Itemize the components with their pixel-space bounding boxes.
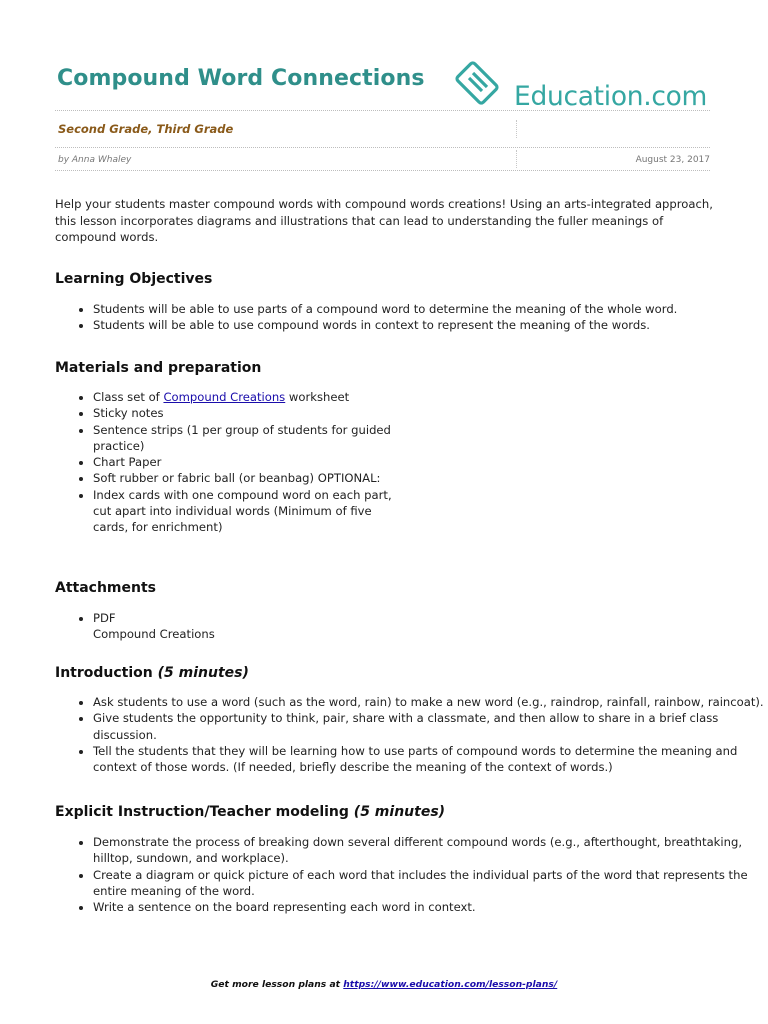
list-item: • Chart Paper [93, 454, 403, 470]
attachments-list [55, 610, 215, 643]
list-item: • Write a sentence on the board representing each word in context. [93, 899, 753, 915]
page-title: Compound Word Connections [57, 66, 425, 91]
attachment-item[interactable] [93, 610, 215, 643]
materials-heading: Materials and preparation [55, 360, 262, 376]
intro-paragraph: Help your students master compound words with compound words creations! Using an arts-integrated approach, this lesson incorporates diagrams and illustrations that can lead to understanding the fuller meanings of compound words. [55, 197, 713, 244]
list-item: • Sticky notes [93, 405, 403, 421]
attachment-type: • PDF [93, 611, 116, 625]
header-separator [516, 120, 517, 138]
introduction-heading: Introduction (5 minutes) [55, 665, 249, 681]
header-divider [55, 147, 710, 148]
publish-date: August 23, 2017 [635, 155, 710, 165]
grade-level: Second Grade, Third Grade [58, 122, 234, 136]
compound-creations-link[interactable]: Compound Creations [163, 390, 286, 404]
list-item: • Give students the opportunity to think, pair, share with a classmate, and then allow to share in a brief class discussion. [93, 710, 765, 743]
attachments-heading: Attachments [55, 580, 157, 596]
list-item: • Sentence strips (1 per group of students for guided practice) [93, 422, 403, 455]
header-divider [55, 110, 710, 111]
education-logo[interactable] [455, 56, 715, 112]
explicit-duration: (5 minutes) [353, 804, 446, 820]
introduction-duration: (5 minutes) [157, 665, 249, 681]
pencil-logo-icon [455, 56, 515, 112]
attachment-name: Compound Creations [93, 627, 215, 642]
explicit-instruction-list [55, 834, 753, 915]
author-byline: by Anna Whaley [58, 155, 132, 165]
list-item: • Index cards with one compound word on each part, cut apart into individual words (Minimum of five cards, for enrichment) [93, 487, 403, 536]
objectives-heading: Learning Objectives [55, 271, 213, 287]
list-item: • Students will be able to use parts of a compound word to determine the meaning of the whole word. [93, 301, 763, 317]
list-item: • Tell the students that they will be learning how to use parts of compound words to determine the meaning and context of those words. (If needed, briefly describe the meaning of the context of words.) [93, 743, 765, 776]
lesson-plans-link[interactable]: https://www.education.com/lesson-plans/ [343, 979, 558, 990]
objectives-list [55, 301, 763, 334]
footer: Get more lesson plans at https://www.education.com/lesson-plans/ [210, 979, 558, 990]
list-item: • Create a diagram or quick picture of each word that includes the individual parts of the word that represents the entire meaning of the word. [93, 867, 753, 900]
header-divider [55, 170, 710, 171]
introduction-list [55, 694, 765, 775]
materials-list [55, 389, 403, 536]
list-item: • Students will be able to use compound words in context to represent the meaning of the words. [93, 317, 763, 333]
logo-wordmark: Education.com [514, 81, 708, 112]
list-item: • Class set of Compound Creations worksheet [93, 389, 403, 405]
list-item: • Soft rubber or fabric ball (or beanbag) OPTIONAL: [93, 470, 403, 486]
header-separator [516, 150, 517, 168]
explicit-instruction-heading: Explicit Instruction/Teacher modeling (5 minutes) [55, 804, 446, 820]
list-item: • Demonstrate the process of breaking down several different compound words (e.g., afterthought, breathtaking, hilltop, sundown, and workplace). [93, 834, 753, 867]
list-item: • Ask students to use a word (such as the word, rain) to make a new word (e.g., raindrop, rainfall, rainbow, raincoat). [93, 694, 765, 710]
